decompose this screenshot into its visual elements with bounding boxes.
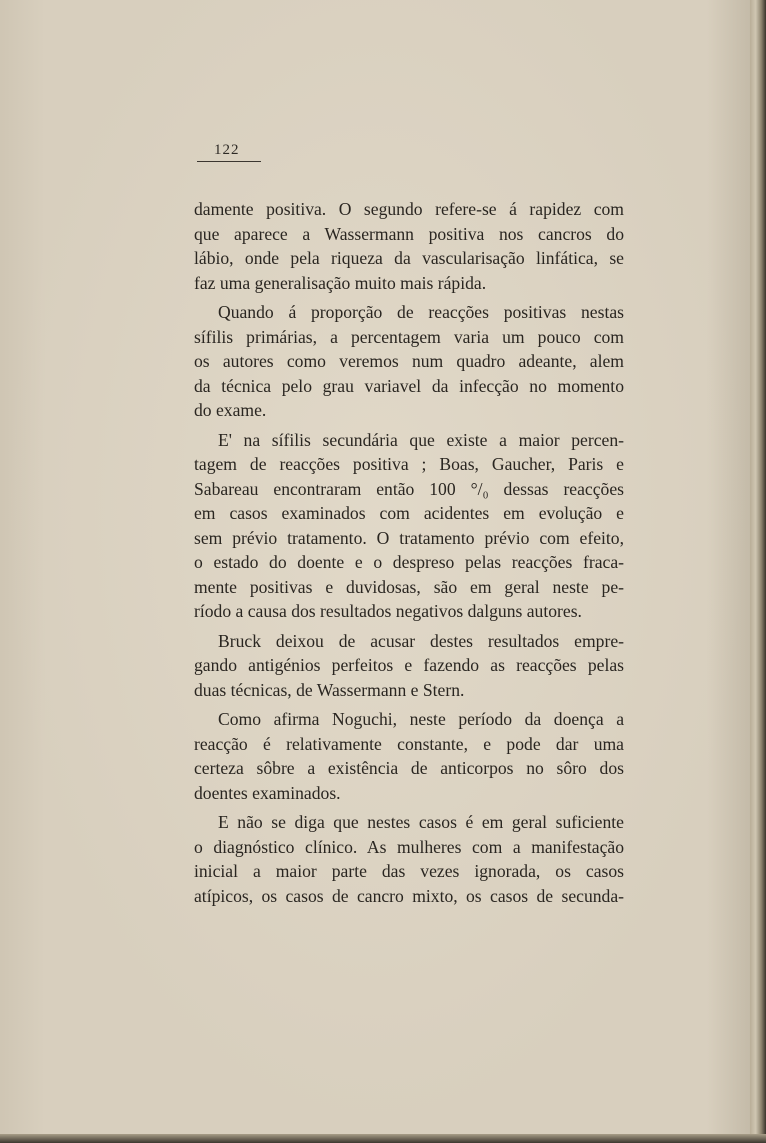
paragraph [194,707,624,805]
text-line: sífilis primárias, a percentagem varia um pouco com [194,326,624,347]
text-line: doentes examinados. [194,782,341,803]
page-header [197,142,261,162]
text-line: em casos examinados com acidentes em evolução e [194,503,624,523]
text-line: mente positivas e duvidosas, são em geral neste pe- [194,576,624,597]
text-line: E não se diga que nestes casos é em geral suficiente [218,812,624,832]
text-line: duas técnicas, de Wassermann e Stern. [194,679,465,700]
text-line: atípicos, os casos de cancro mixto, os casos de secunda- [194,885,624,906]
paragraph [194,300,624,423]
text-line: o diagnóstico clínico. As mulheres com a manifestação [194,836,624,857]
paragraph [194,428,624,624]
text-line: sem prévio tratamento. O tratamento prévio com efeito, [194,527,624,548]
body-text [194,197,624,908]
paragraph [194,197,624,295]
text-line: o estado do doente e o despreso pelas reacções fraca- [194,552,624,572]
page-edge [750,0,766,1143]
text-line: lábio, onde pela riqueza da vascularisação linfática, se [194,248,624,268]
text-line: Bruck deixou de acusar destes resultados empre- [218,630,624,651]
text-line: gando antigénios perfeitos e fazendo as reacções pelas [194,655,624,675]
text-line: faz uma generalisação muito mais rápida. [194,272,487,293]
text-line: inicial a maior parte das vezes ignorada, os casos [194,861,624,881]
page-number: 122 [214,142,240,158]
text-line: que aparece a Wassermann positiva nos cancros do [194,223,624,244]
text-line: Sabareau encontraram então 100 °/₀ dessas reacções [194,478,624,499]
text-line: reacção é relativamente constante, e pode dar uma [194,733,624,754]
header-rule [197,161,261,162]
text-line: da técnica pelo grau variavel da infecção no momento [194,375,624,396]
text-line: damente positiva. O segundo refere-se á rapidez com [194,199,624,219]
text-line: certeza sôbre a existência de anticorpos no sôro dos [194,758,624,778]
text-line: E' na sífilis secundária que existe a maior percen- [218,429,624,450]
page-bottom-edge [0,1134,766,1143]
text-line: do exame. [194,400,267,420]
text-line: ríodo a causa dos resultados negativos dalguns autores. [194,601,582,621]
text-line: os autores como veremos num quadro adeante, alem [194,351,624,371]
paragraph [194,629,624,703]
text-line: Quando á proporção de reacções positivas nestas [218,302,624,322]
paragraph [194,810,624,908]
text-line: tagem de reacções positiva ; Boas, Gaucher, Paris e [194,454,624,474]
text-line: Como afirma Noguchi, neste período da doença a [218,709,624,729]
